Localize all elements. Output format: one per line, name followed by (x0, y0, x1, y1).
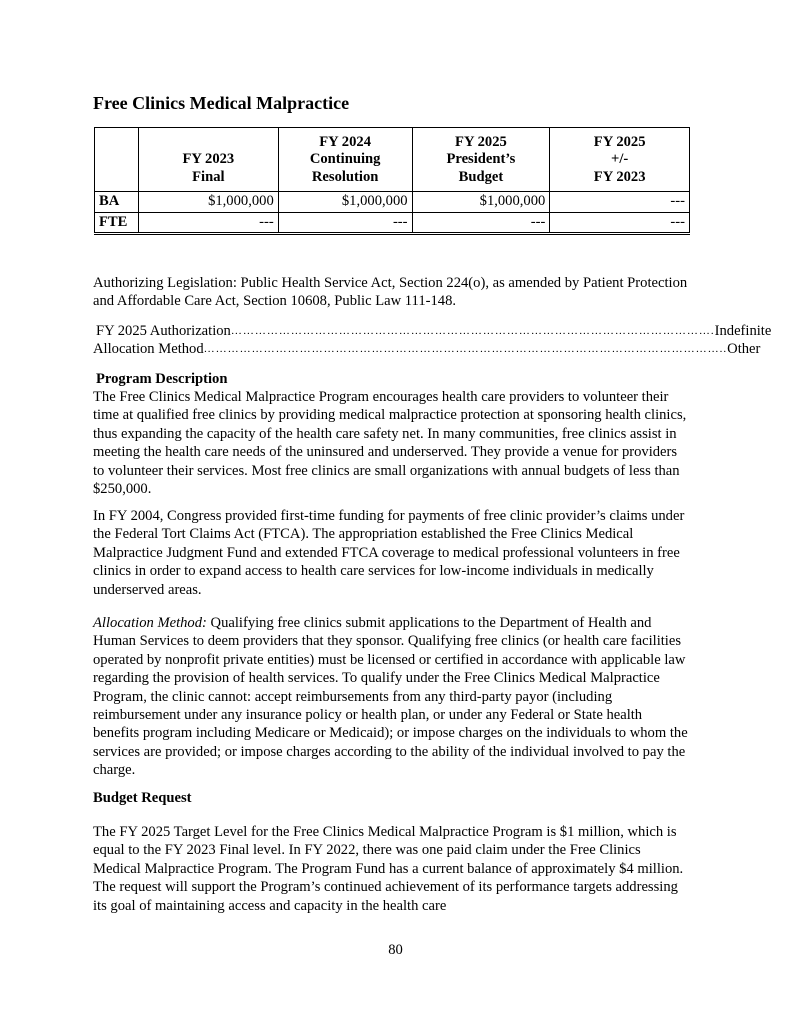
budget-table (94, 127, 690, 235)
table-cell: $1,000,000 (138, 192, 278, 213)
section-heading: Program Description (96, 371, 228, 387)
table-header-cell (95, 128, 139, 192)
table-cell: --- (278, 213, 412, 234)
row-label: BA (95, 192, 139, 213)
table-header-cell: FY 2025 +/- FY 2023 (550, 128, 690, 192)
paragraph: In FY 2004, Congress provided first-time funding for payments of free clinic provider’s claims under the Federal Tort Claims Act (FTCA). The appropriation established the Free Clinics Medical Malpractice Judgment Fund and extended FTCA coverage to medical professional volunteers in free clinics in order to expand access to health care services for low-income individuals in medically underserved areas. (93, 508, 685, 598)
authorization-line (96, 322, 772, 340)
table-cell: --- (550, 213, 690, 234)
inline-label: Allocation Method: (93, 615, 207, 631)
table-header-row (95, 128, 690, 192)
table-header-cell: FY 2025 President’s Budget (412, 128, 550, 192)
authorization-label: FY 2025 Authorization (96, 323, 231, 339)
table-row (95, 192, 690, 213)
table-header-cell: FY 2024 Continuing Resolution (278, 128, 412, 192)
page-number: 80 (388, 942, 403, 958)
page-title: Free Clinics Medical Malpractice (93, 93, 350, 113)
table-cell: $1,000,000 (412, 192, 550, 213)
paragraph-text: Qualifying free clinics submit applications to the Department of Health and Human Services to deem providers that they sponsor. Qualifying free clinics (or health care facilities operated by nonprofit private entities) must be licensed or certified in accordance with applicable law regarding the provision of health services. To qualify under the Free Clinics Medical Malpractice Program, the clinic cannot: accept reimbursements from any third-party payor (including reimbursement under any insurance policy or health plan, or under any Federal or State health benefits program including Medicare or Medicaid); or impose charges on the individuals to whom the services are provided; or impose charges according to the ability of the individual involved to pay the charge. (93, 615, 688, 779)
leader-dots: …………………………………………………………………………………………………………. (230, 325, 715, 337)
table-cell: --- (138, 213, 278, 234)
table-header-cell: FY 2023 Final (138, 128, 278, 192)
allocation-value: Other (727, 341, 761, 357)
table-row (95, 213, 690, 234)
authorization-value: Indefinite (714, 323, 772, 339)
section-heading: Budget Request (93, 790, 192, 806)
table-cell: --- (550, 192, 690, 213)
paragraph: The FY 2025 Target Level for the Free Clinics Medical Malpractice Program is $1 million, which is equal to the FY 2023 Final level. In FY 2022, there was one paid claim under the Free Clinics Medical Malpractice Program. The Program Fund has a current balance of approximately $4 million. The request will support the Program’s continued achievement of its performance targets addressing its goal of maintaining access and capacity in the health care (93, 824, 684, 914)
authorizing-legislation: Authorizing Legislation: Public Health Service Act, Section 224(o), as amended by Patient Protection and Affordable Care Act, Section 10608, Public Law 111-148. (93, 275, 688, 310)
row-label: FTE (95, 213, 139, 234)
table-cell: --- (412, 213, 550, 234)
paragraph: The Free Clinics Medical Malpractice Program encourages health care providers to volunteer their time at qualified free clinics by providing medical malpractice protection at sponsoring health clinics, thus expanding the capacity of the health care safety net. In many communities, free clinics assist in meeting the health care needs of the uninsured and underserved. They provide a venue for providers to volunteer their services. Most free clinics are small organizations with annual budgets of less than $250,000. (93, 389, 687, 498)
paragraph (93, 614, 691, 780)
allocation-line (93, 340, 761, 358)
table-cell: $1,000,000 (278, 192, 412, 213)
leader-dots: ………………………………………………………………………………………………………………….. (203, 343, 728, 355)
allocation-label: Allocation Method (93, 341, 204, 357)
